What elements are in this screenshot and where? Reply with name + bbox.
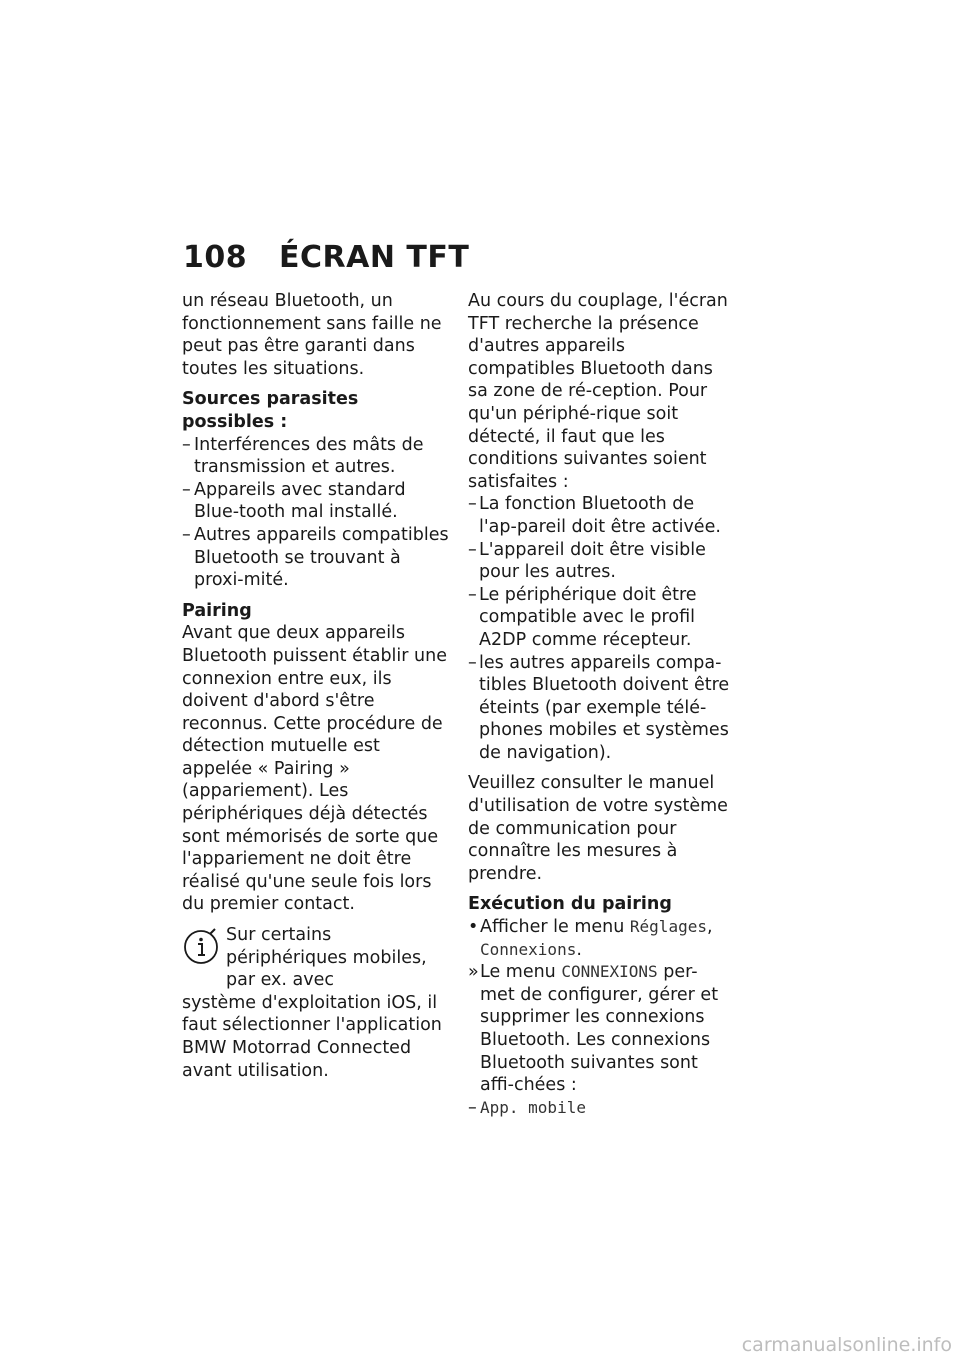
intro-paragraph: un réseau Bluetooth, un fonctionnement sans faille ne peut pas être garanti dans toutes les situations. bbox=[182, 291, 442, 379]
page-number: 108 bbox=[183, 240, 248, 275]
list-item: – La fonction Bluetooth de l'ap-pareil doit être activée. bbox=[468, 493, 730, 538]
step-1 bbox=[468, 916, 730, 961]
note-text: système d'exploitation iOS, il faut sélectionner l'application BMW Motorrad Connected avant utilisation. bbox=[182, 992, 442, 1081]
step-2-text: per-met de configurer, gérer et supprimer les connexions Bluetooth. Les connexions Bluetooth suivantes sont affi-chées : bbox=[480, 962, 719, 1096]
sources-heading: Sources parasites possibles : bbox=[182, 389, 359, 432]
app-mobile-label: App. mobile bbox=[480, 1097, 586, 1117]
step-1-text: Afficher le menu bbox=[480, 917, 625, 938]
consult-paragraph: Veuillez consulter le manuel d'utilisation de votre système de communication pour connaître les mesures à prendre. bbox=[468, 773, 728, 884]
list-item: – Le périphérique doit être compatible avec le profil A2DP comme récepteur. bbox=[468, 584, 730, 652]
list-item: – les autres appareils compa-tibles Bluetooth doivent être éteints (par exemple télé-phones mobiles et systèmes de navigation). bbox=[468, 652, 730, 765]
info-icon bbox=[182, 928, 220, 966]
watermark: carmanualsonline.info bbox=[741, 1334, 952, 1356]
list-item: – Appareils avec standard Blue-tooth mal installé. bbox=[182, 479, 450, 524]
right-column bbox=[468, 290, 730, 1119]
menu-connexions-caps: CONNEXIONS bbox=[561, 962, 658, 982]
menu-reglages: Réglages bbox=[629, 917, 707, 937]
list-item: – L'appareil doit être visible pour les autres. bbox=[468, 539, 730, 584]
sources-list bbox=[182, 434, 450, 592]
bullet-icon: • bbox=[468, 917, 479, 938]
step-1-end: . bbox=[576, 939, 582, 960]
conditions-list bbox=[468, 493, 730, 764]
step-1-sep: , bbox=[706, 917, 713, 938]
left-column bbox=[182, 290, 450, 1082]
result-arrow-icon: » bbox=[468, 962, 479, 983]
pairing-heading: Pairing bbox=[182, 600, 252, 621]
coupling-paragraph: Au cours du couplage, l'écran TFT recherche la présence d'autres appareils compatibles Bluetooth dans sa zone de ré-ception. Pour qu'un périphé-rique soit détecté, il faut que les conditions suivantes soient satisfaites : bbox=[468, 291, 728, 492]
page-header bbox=[183, 240, 469, 275]
pairing-paragraph: Avant que deux appareils Bluetooth puissent établir une connexion entre eux, ils doivent d'abord s'être reconnus. Cette procédure de détection mutuelle est appelée « Pairing » (appariement). Les périphériques déjà détectés sont mémorisés de sorte que l'appariement ne doit être réalisé qu'une seule fois lors du premier contact. bbox=[182, 623, 447, 915]
list-item: – Autres appareils compatibles Bluetooth se trouvant à proxi-mité. bbox=[182, 524, 450, 592]
info-note bbox=[182, 924, 450, 1082]
step-2 bbox=[468, 961, 730, 1097]
menu-connexions: Connexions bbox=[480, 939, 577, 959]
list-item: – Interférences des mâts de transmission et autres. bbox=[182, 434, 450, 479]
step-2-prefix: Le menu bbox=[480, 962, 556, 983]
connection-item bbox=[468, 1097, 730, 1120]
exec-heading: Exécution du pairing bbox=[468, 894, 672, 915]
dash-icon: – bbox=[468, 1097, 477, 1118]
note-first-lines: Sur certains périphériques mobiles, par ex. avec bbox=[226, 925, 427, 991]
page-title: ÉCRAN TFT bbox=[279, 240, 470, 275]
